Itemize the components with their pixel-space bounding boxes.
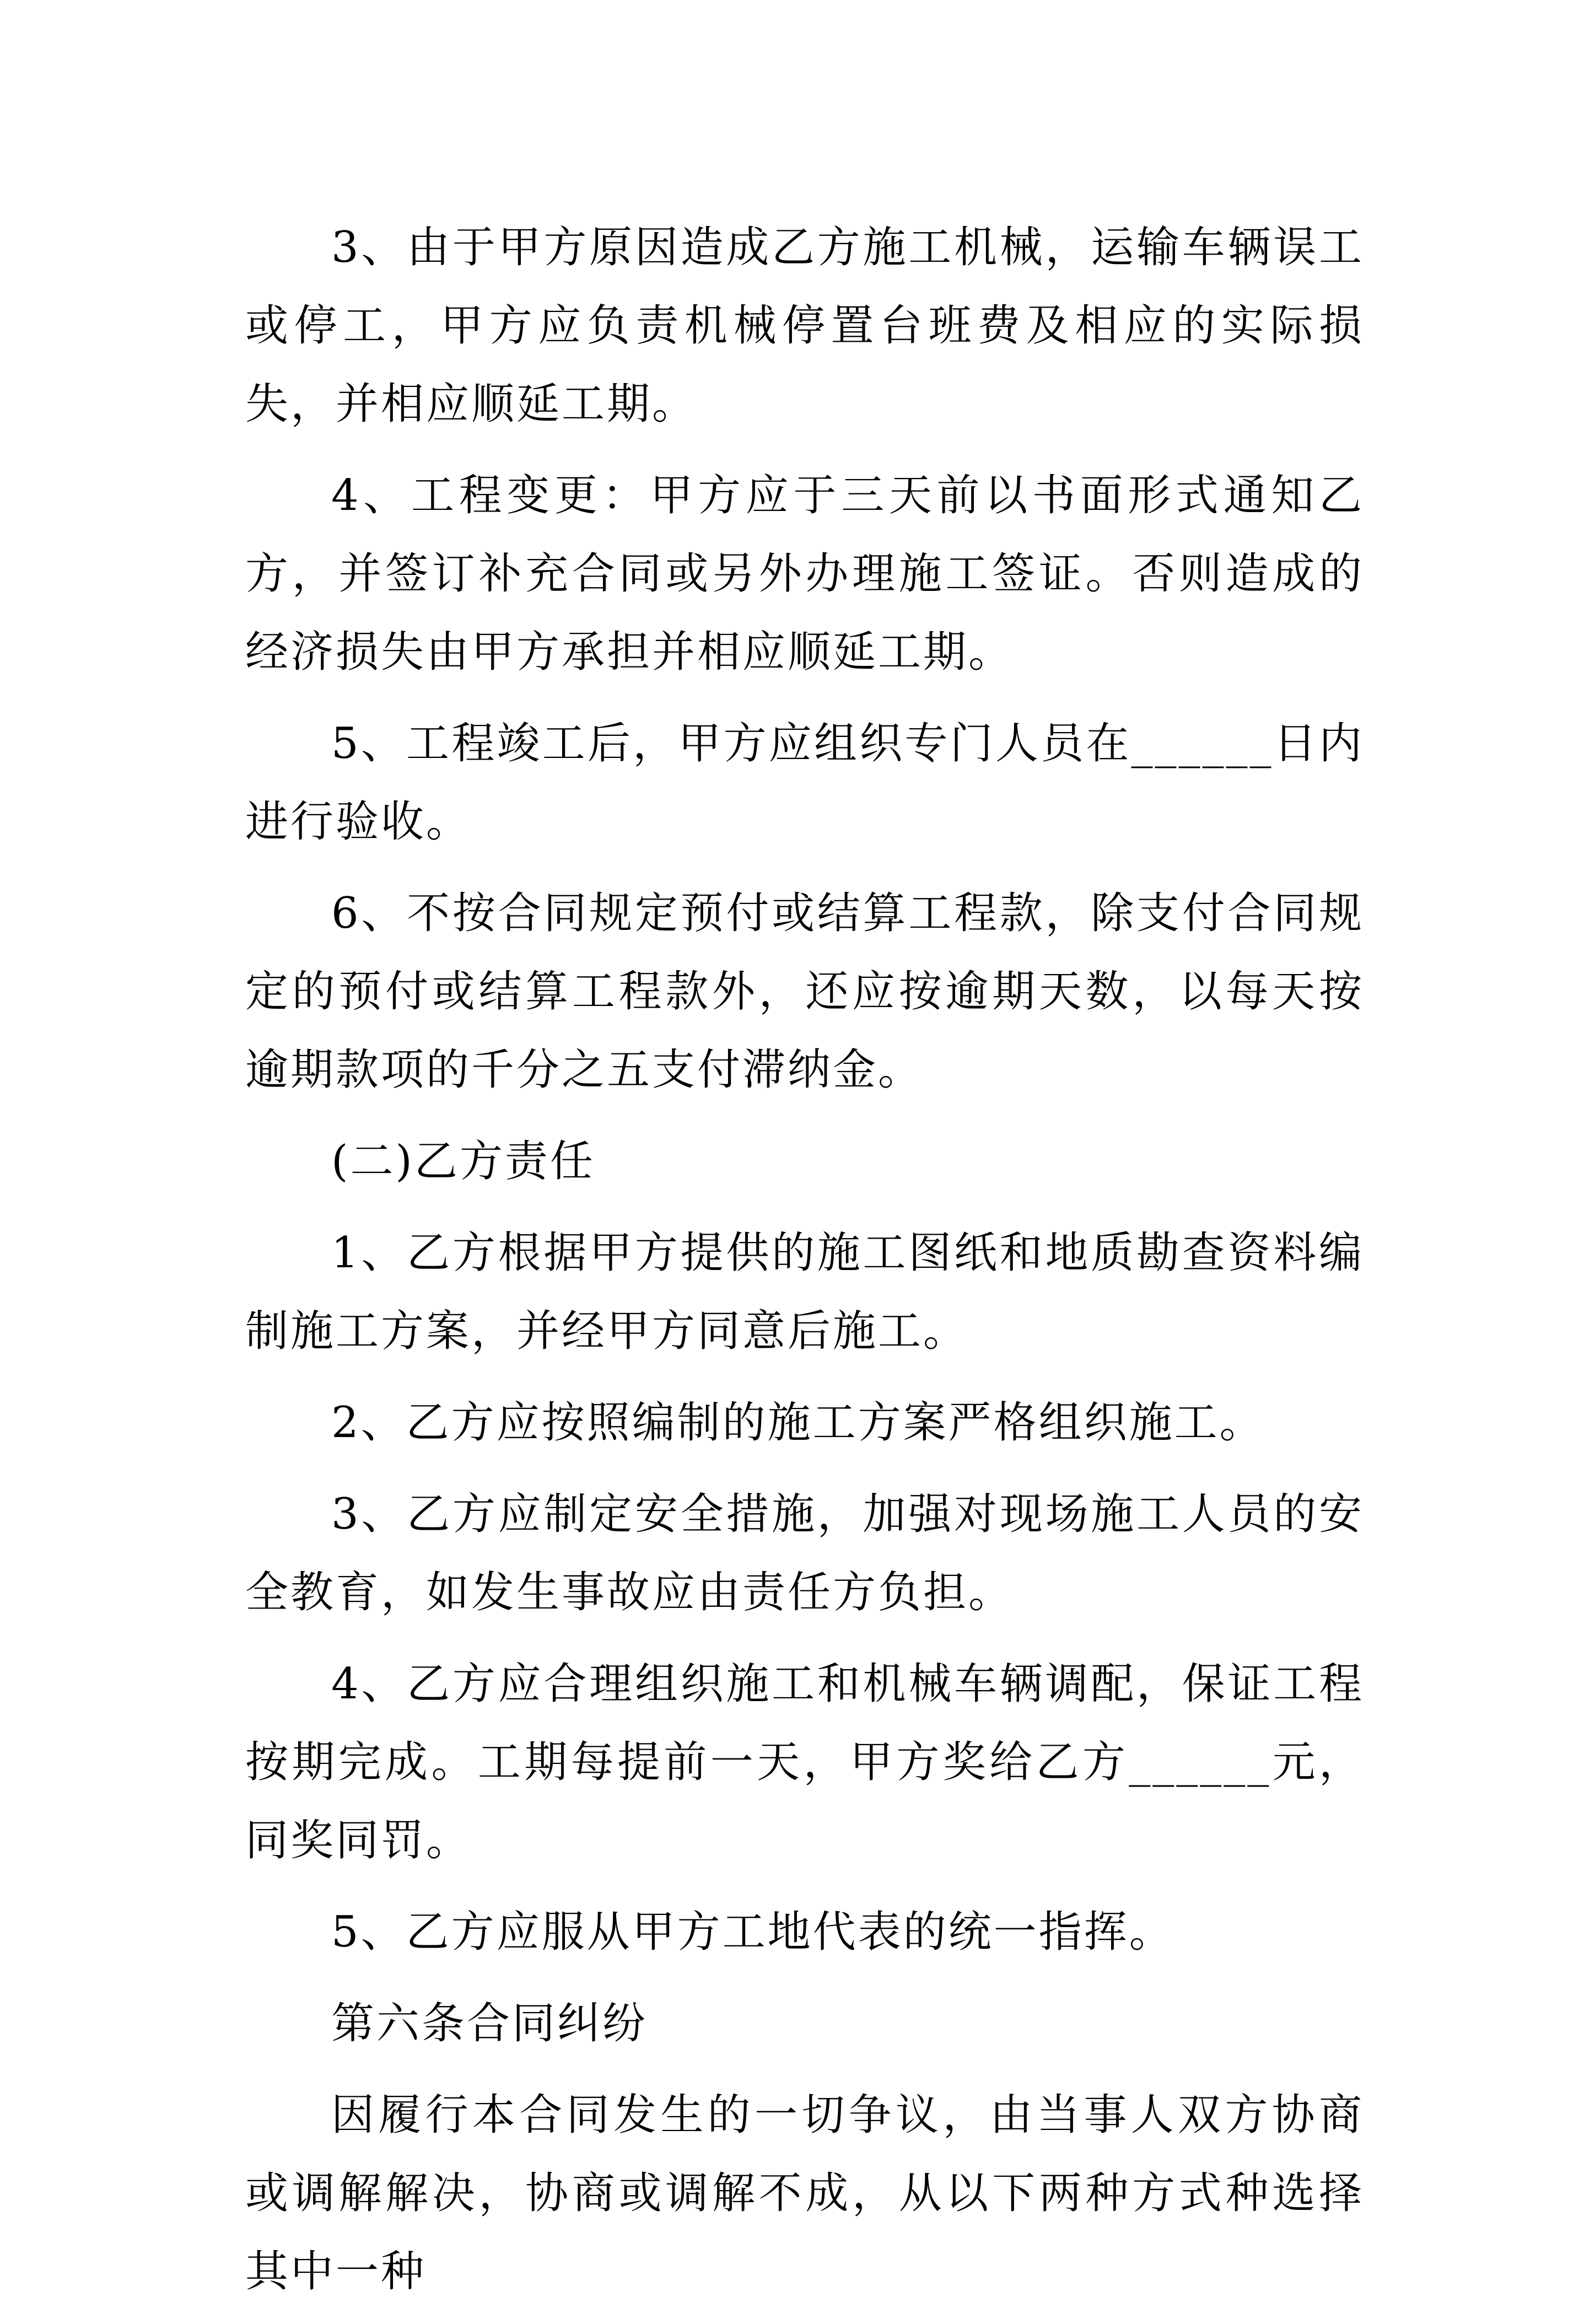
section-heading-party-b: (二)乙方责任 bbox=[331, 1137, 595, 1186]
clause-party-b-5: 5、乙方应服从甲方工地代表的统一指挥。 bbox=[331, 1907, 1174, 1957]
clause-party-a-3: 3、由于甲方原因造成乙方施工机械，运输车辆误工或停工，甲方应负责机械停置台班费及相应的实际损失，并相应顺延工期。 bbox=[245, 223, 1364, 429]
article-heading-disputes: 第六条合同纠纷 bbox=[331, 1999, 648, 2048]
clause-party-b-1: 1、乙方根据甲方提供的施工图纸和地质勘查资料编制施工方案，并经甲方同意后施工。 bbox=[245, 1228, 1364, 1356]
clause-party-a-6: 6、不按合同规定预付或结算工程款，除支付合同规定的预付或结算工程款外，还应按逾期天数，以每天按逾期款项的千分之五支付滞纳金。 bbox=[245, 889, 1364, 1095]
clause-party-b-2: 2、乙方应按照编制的施工方案严格组织施工。 bbox=[331, 1398, 1265, 1448]
document-body bbox=[245, 208, 1364, 2324]
clause-party-b-3: 3、乙方应制定安全措施，加强对现场施工人员的安全教育，如发生事故应由责任方负担。 bbox=[245, 1489, 1364, 1617]
clause-party-a-5: 5、工程竣工后，甲方应组织专门人员在______日内进行验收。 bbox=[245, 719, 1364, 847]
clause-party-b-4: 4、乙方应合理组织施工和机械车辆调配，保证工程按期完成。工期每提前一天，甲方奖给乙方______元，同奖同罚。 bbox=[245, 1659, 1364, 1865]
clause-party-a-4: 4、工程变更：甲方应于三天前以书面形式通知乙方，并签订补充合同或另外办理施工签证。否则造成的经济损失由甲方承担并相应顺延工期。 bbox=[245, 471, 1364, 677]
clause-disputes-body: 因履行本合同发生的一切争议，由当事人双方协商或调解解决，协商或调解不成，从以下两种方式种选择其中一种 bbox=[245, 2090, 1364, 2296]
